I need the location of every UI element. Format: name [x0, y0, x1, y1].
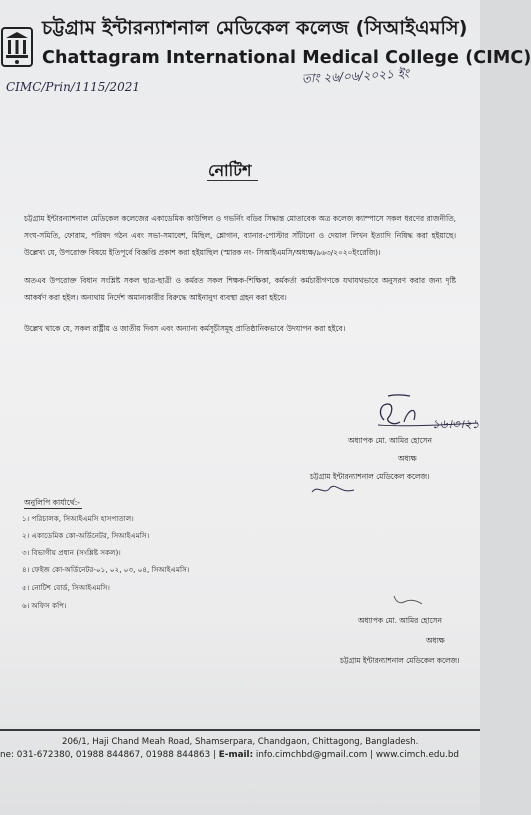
memo-date: তাং ২৬/০৬/২০২১ ইং	[301, 66, 410, 86]
cc-heading: অনুলিপি কার্যার্থে:-	[24, 498, 81, 507]
college-name-bengali: চট্টগ্রাম ইন্টারন্যাশনাল মেডিকেল কলেজ (সিআইএমসি)	[42, 17, 468, 39]
bottom-signatory-name: অধ্যাপক মো. আমির হোসেন	[358, 616, 442, 625]
signatory-name: অধ্যাপক মো. আমির হোসেন	[348, 436, 432, 445]
title-underline	[207, 180, 258, 181]
cc-item: ৫। নোটিশ বোর্ড, সিআইএমসি।	[22, 583, 110, 592]
footer-contact: ne: 031-672380, 01988 844867, 01988 844863 | E-mail: info.cimchbd@gmail.com | www.cimch.edu.bd	[0, 750, 460, 760]
cc-underline	[24, 508, 82, 509]
website: www.cimch.edu.bd	[375, 750, 460, 760]
initials-scribble	[310, 482, 356, 498]
notice-title: নোটিশ	[208, 161, 252, 180]
cc-item: ১। পরিচালক, সিআইএমসি হাসপাতাল।	[22, 514, 134, 523]
cc-item: ৪। ফেইজ কো-অর্ডিনেটর-০১, ০২, ০৩, ০৪, সিআইএমসি।	[22, 565, 190, 574]
footer-divider	[0, 729, 480, 731]
bottom-signatory-institution: চট্টগ্রাম ইন্টারন্যাশনাল মেডিকেল কলেজ।	[340, 656, 460, 665]
check-mark-icon	[390, 590, 426, 608]
cc-item: ২। একাডেমিক কো-অর্ডিনেটর, সিআইএমসি।	[22, 531, 150, 540]
email-address: info.cimchbd@gmail.com	[255, 750, 368, 760]
notice-paragraph: চট্টগ্রাম ইন্টারন্যাশনাল মেডিকেল কলেজের একাডেমিক কাউন্সিল ও গভর্নিং বডির সিদ্ধান্ত মোতাবেক অত্র কলেজ ক্যাম্পাসে সকল ধরণের রাজনীতি, সংঘ-সমিতি, ফোরাম, পরিষদ গঠন এবং সভা-সমাবেশ, মিছিল, শ্লোগান, ব্যানার-পোস্টার সাঁটানো ও দেয়াল লিখন ইত্যাদি নিষিদ্ধ করা হইয়াছে। উল্লেখ্য যে, উপরোক্ত বিষয়ে ইতিপূর্বে বিজ্ঞপ্তি প্রকাশ করা হইয়াছিল (স্মারক নং- সিআইএমসি/অধ্যক্ষ/৯৬৩/২০২০ইংরেজি)।	[24, 214, 456, 257]
signatory-designation: অধ্যক্ষ	[398, 454, 417, 463]
footer-address: 206/1, Haji Chand Meah Road, Shamserpara, Chandgaon, Chittagong, Bangladesh.	[62, 737, 419, 747]
signatory-institution: চট্টগ্রাম ইন্টারন্যাশনাল মেডিকেল কলেজ।	[310, 472, 430, 481]
notice-paragraph: উল্লেখ থাকে যে, সকল রাষ্ট্রীয় ও জাতীয় দিবস এবং অন্যান্য কর্মসূচীসমূহ প্রাতিষ্ঠানিকভাবে উদযাপন করা হইবে।	[24, 324, 346, 333]
email-label: E-mail:	[218, 750, 254, 760]
cc-item: ৬। অফিস কপি।	[22, 601, 67, 610]
college-logo	[0, 24, 34, 70]
phone-label: ne:	[0, 750, 14, 760]
bottom-signatory-designation: অধ্যক্ষ	[426, 636, 445, 645]
notice-paragraph: অতএব উপরোক্ত বিধান সংশ্লিষ্ট সকল ছাত্র-ছাত্রী ও কর্মরত সকল শিক্ষক-শিক্ষিকা, কর্মকর্তা কর্মচারীগণকে যথাযথভাবে অনুসরণ করার জন্য দৃষ্টি আকর্ষণ করা হইল। অন্যথায় নির্দেশ অমান্যকারীর বিরুদ্ধে আইনানুগ ব্যবস্থা গ্রহন করা হইবে।	[24, 276, 456, 302]
memo-reference: CIMC/Prin/1115/2021	[6, 80, 140, 94]
college-name-english: Chattagram International Medical College (CIMC)	[42, 48, 531, 68]
phone-numbers: 031-672380, 01988 844867, 01988 844863	[16, 750, 211, 760]
cc-item: ৩। বিভাগীয় প্রধান (সংশ্লিষ্ট সকল)।	[22, 548, 121, 557]
signature-date: ১৬।৩।২১	[432, 417, 480, 431]
